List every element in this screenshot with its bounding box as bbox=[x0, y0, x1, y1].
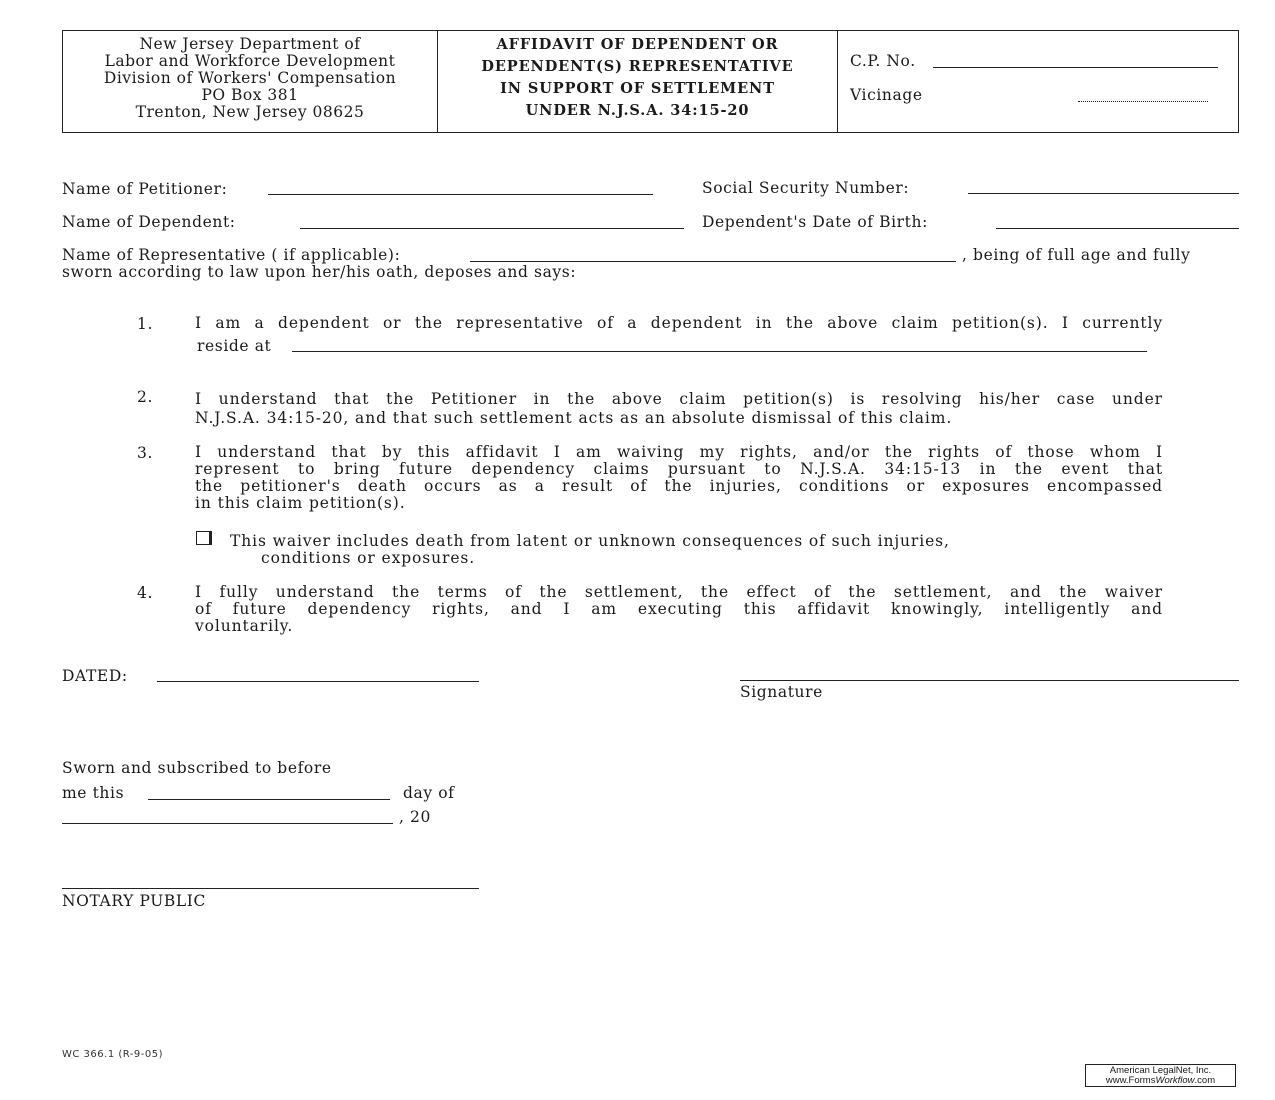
latent-consequences-checkbox[interactable] bbox=[196, 531, 212, 545]
agency-line: Trenton, New Jersey 08625 bbox=[135, 103, 365, 121]
sworn-statement-line: sworn according to law upon her/his oath, deposes and says: bbox=[62, 263, 577, 281]
vicinage-field[interactable] bbox=[1078, 101, 1208, 102]
form-title bbox=[438, 31, 838, 132]
signature-field[interactable] bbox=[740, 680, 1239, 681]
title-line: UNDER N.J.S.A. 34:15-20 bbox=[525, 102, 750, 119]
dated-label: DATED: bbox=[62, 667, 128, 685]
me-this-label: me this bbox=[62, 784, 125, 802]
petitioner-name-field[interactable] bbox=[268, 194, 653, 195]
publisher-url: www.FormsWorkflow.com bbox=[1105, 1075, 1216, 1086]
item-2-text: I understand that the Petitioner in the above claim petition(s) is resolving his/her case under N.J.S.A. 34:15-20, and that such settlement acts as an absolute dismissal of this claim. bbox=[195, 390, 1163, 427]
petitioner-label: Name of Petitioner: bbox=[62, 180, 228, 198]
date-field[interactable] bbox=[157, 681, 479, 682]
item-number: 4. bbox=[137, 584, 153, 602]
agency-line: New Jersey Department of bbox=[139, 35, 361, 53]
form-code: WC 366.1 (R-9-05) bbox=[62, 1049, 164, 1060]
item-number: 3. bbox=[137, 444, 153, 462]
notary-signature-field[interactable] bbox=[62, 888, 479, 889]
item-3-text: I understand that by this affidavit I am waiving my rights, and/or the rights of those whom I represent to bring future dependency claims pursuant to N.J.S.A. 34:15-13 in the event that the petitioner's death occurs as a result of the injuries, conditions or exposures encompassed in this claim petition(s). bbox=[195, 443, 1163, 512]
dob-field[interactable] bbox=[996, 228, 1239, 229]
residence-address-field[interactable] bbox=[292, 351, 1147, 352]
year-prefix-label: , 20 bbox=[399, 808, 431, 826]
ssn-field[interactable] bbox=[968, 193, 1239, 194]
sworn-subscribed-line: Sworn and subscribed to before bbox=[62, 759, 332, 777]
title-line: DEPENDENT(S) REPRESENTATIVE bbox=[481, 58, 794, 75]
waiver-text-line: This waiver includes death from latent or unknown consequences of such injuries, bbox=[230, 532, 950, 550]
dependent-label: Name of Dependent: bbox=[62, 213, 236, 231]
representative-name-field[interactable] bbox=[470, 261, 956, 262]
title-line: IN SUPPORT OF SETTLEMENT bbox=[500, 80, 775, 97]
item-4-text: I fully understand the terms of the settlement, the effect of the settlement, and the waiver of future dependency rights, and I am executing this affidavit knowingly, intelligently and voluntarily. bbox=[195, 583, 1163, 635]
representative-suffix: , being of full age and fully bbox=[962, 246, 1191, 264]
cp-no-label: C.P. No. bbox=[850, 52, 916, 70]
agency-line: Division of Workers' Compensation bbox=[103, 69, 397, 87]
title-line: AFFIDAVIT OF DEPENDENT OR bbox=[496, 36, 779, 53]
publisher-name: American LegalNet, Inc. bbox=[1109, 1065, 1212, 1076]
form-header bbox=[62, 30, 1239, 133]
waiver-text-line: conditions or exposures. bbox=[261, 549, 476, 567]
day-of-label: day of bbox=[403, 784, 455, 802]
item-number: 2. bbox=[137, 388, 153, 406]
reside-at-label: reside at bbox=[197, 337, 272, 355]
agency-address-block bbox=[63, 31, 438, 132]
notary-month-field[interactable] bbox=[62, 823, 393, 824]
vicinage-label: Vicinage bbox=[850, 86, 923, 104]
case-info-block bbox=[838, 31, 1238, 132]
representative-label: Name of Representative ( if applicable): bbox=[62, 246, 401, 264]
item-1-text: I am a dependent or the representative of a dependent in the above claim petition(s). I currently bbox=[195, 314, 1163, 332]
ssn-label: Social Security Number: bbox=[702, 179, 910, 197]
dependent-name-field[interactable] bbox=[300, 228, 684, 229]
item-number: 1. bbox=[137, 315, 153, 333]
agency-line: Labor and Workforce Development bbox=[104, 52, 396, 70]
publisher-badge bbox=[1085, 1064, 1236, 1087]
signature-label: Signature bbox=[740, 683, 823, 701]
dob-label: Dependent's Date of Birth: bbox=[702, 213, 928, 231]
notary-public-label: NOTARY PUBLIC bbox=[62, 892, 206, 910]
notary-day-field[interactable] bbox=[148, 799, 390, 800]
agency-line: PO Box 381 bbox=[201, 86, 299, 104]
cp-no-field[interactable] bbox=[933, 67, 1218, 68]
